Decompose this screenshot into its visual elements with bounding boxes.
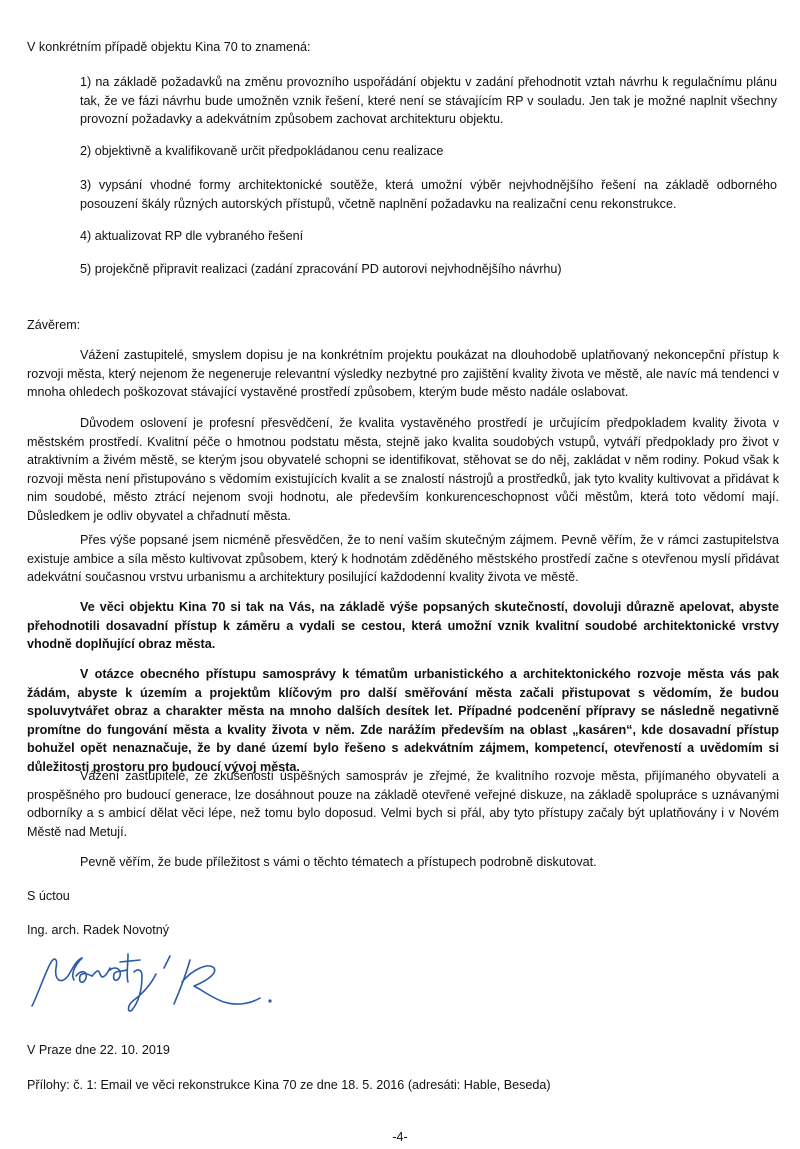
salutation: S úctou bbox=[27, 889, 70, 903]
list-item-2: 2) objektivně a kvalifikovaně určit předpokládanou cenu realizace bbox=[80, 144, 444, 158]
list-item-1: 1) na základě požadavků na změnu provozního uspořádání objektu v zadání přehodnotit vztah návrhu k regulačnímu plánu tak, že ve fázi návrhu bude umožněn vznik řešení, které není se stávajícím RP v souladu. Jen tak je možné naplnit všechny provozní požadavky a adekvátním způsobem zachovat architekturu objektu. bbox=[80, 75, 777, 126]
list-item-3: 3) vypsání vhodné formy architektonické soutěže, která umožní výběr nejvhodnějšího řešení na základě odborného posouzení škály různých autorských přístupů, včetně naplnění požadavku na realizační cenu rekonstrukce. bbox=[80, 178, 777, 211]
bold-paragraph-1: Ve věci objektu Kina 70 si tak na Vás, na základě výše popsaných skutečností, dovoluji důrazně apelovat, abyste přehodnotili dosavadní přístup k záměru a vydali se cestou, která umožní vznik kvalitní soudobé architektonické vrstvy vhodně doplňující obraz města. bbox=[27, 600, 779, 651]
paragraph-2: Důvodem oslovení je profesní přesvědčení, že kvalita vystavěného prostředí je určujícím předpokladem kvality života v městském prostředí. Kvalitní péče o hmotnou podstatu města, stejně jako kvalita soudobých vstupů, vytváří předpoklady pro život v atraktivním a živém městě, se kterým jsou obyvatelé schopni se identifikovat, stěhovat se do něj, zakládat v něm rodiny. Pokud však k rozvoji města není přistupováno s vědomím existujících kvalit a se znalostí nástrojů a prostředků, jak tyto kvality kultivovat a přidávat k nim soudobé, město ztrácí nejenom svoji hodnotu, ale především konkurenceschopnost vůči městům, která toto vědomí mají. Důsledkem je odliv obyvatel a chřadnutí města. bbox=[27, 416, 779, 523]
paragraph-3: Přes výše popsané jsem nicméně přesvědčen, že to není vaším skutečným zájmem. Pevně věřím, že v rámci zastupitelstva existuje ambice a síla město kultivovat způsobem, který k hodnotám zděděného městského prostředí začne s otevřenou myslí přidávat adekvátní současnou vrstvu urbanismu a architektury posilující každodenní kvality života ve městě. bbox=[27, 533, 779, 584]
intro-line: V konkrétním případě objektu Kina 70 to znamená: bbox=[27, 40, 311, 54]
list-item-4: 4) aktualizovat RP dle vybraného řešení bbox=[80, 229, 304, 243]
bold-paragraph-2: V otázce obecného přístupu samosprávy k tématům urbanistického a architektonického rozvoje města vás pak žádám, abyste k územím a projektům klíčovým pro další směřování města začali přistupovat s vědomím, že budou spoluvytvářet obraz a charakter města na mnoho dalších desítek let. Případné podcenění přípravy se následně negativně promítne do fungování města a kvality života v něm. Zde narážím především na oblast „kasáren“, kde dosavadní přístup bohužel opět nenaznačuje, že by dané území bylo řešeno s adekvátním zájmem, kompetencí, otevřeností a uvědomím si důležitosti prostoru pro budoucí vývoj města. bbox=[27, 667, 779, 774]
page-number: -4- bbox=[392, 1130, 408, 1144]
place-date: V Praze dne 22. 10. 2019 bbox=[27, 1043, 170, 1057]
paragraph-1: Vážení zastupitelé, smyslem dopisu je na konkrétním projektu poukázat na dlouhodobě uplatňovaný nekoncepční přístup k rozvoji města, který nejenom že negeneruje relevantní výsledky nezbytné pro zajištění kvality života ve městě, ale navíc má tendenci v mnoha ohledech poškozovat stávající vystavěné prostředí způsobem, kterým bude město nadále oslabovat. bbox=[27, 348, 779, 399]
attachments-note: Přílohy: č. 1: Email ve věci rekonstrukce Kina 70 ze dne 18. 5. 2016 (adresáti: Hable, Beseda) bbox=[27, 1078, 551, 1092]
list-item-5: 5) projekčně připravit realizaci (zadání zpracování PD autorovi nejvhodnějšího návrhu) bbox=[80, 262, 562, 276]
signature-image bbox=[24, 946, 274, 1014]
paragraph-4: Vážení zastupitelé, ze zkušeností úspěšných samospráv je zřejmé, že kvalitního rozvoje města, přijímaného obyvateli a prospěšného pro budoucí generace, lze dosáhnout pouze na základě otevřené veřejné diskuze, na základě spolupráce s uznávanými odborníky a s ambicí dělat věci lépe, než tomu bylo doposud. Velmi bych si přál, aby tyto přístupy začaly být uplatňovány i v Novém Městě nad Metují. bbox=[27, 769, 779, 839]
conclusion-heading: Závěrem: bbox=[27, 318, 81, 332]
paragraph-5: Pevně věřím, že bude příležitost s vámi o těchto tématech a přístupech podrobně diskutovat. bbox=[80, 855, 597, 869]
author-name: Ing. arch. Radek Novotný bbox=[27, 923, 170, 937]
